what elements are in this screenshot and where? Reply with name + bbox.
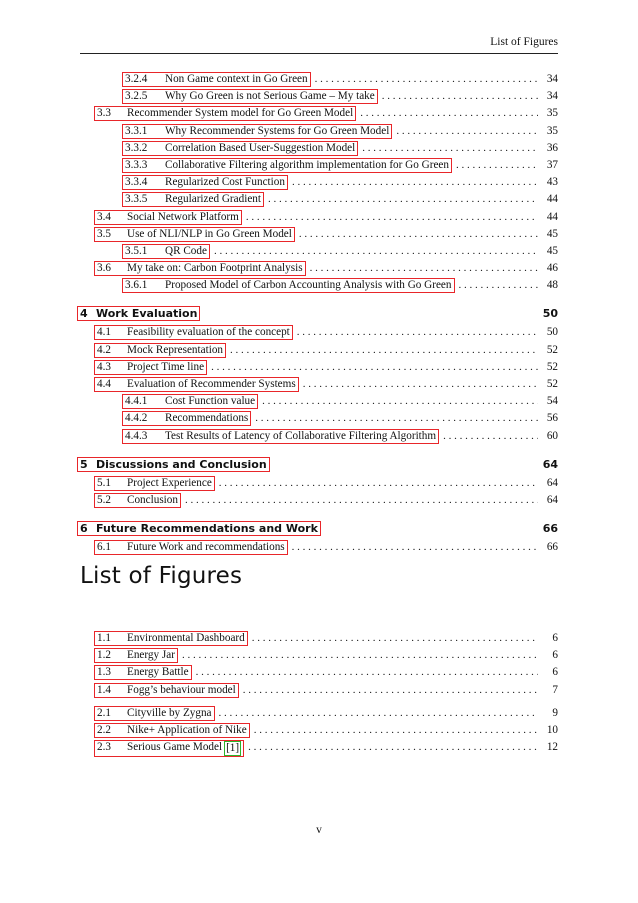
toc-entry-page: 52 [546,360,558,373]
toc-entry-link[interactable] [122,89,378,104]
toc-entry-title: Cost Function value [165,395,256,408]
toc-entry-number: 4 [80,307,88,321]
toc-dot-leader [443,430,538,442]
running-header [80,36,558,54]
toc-entry-number: 3.5 [97,227,111,240]
toc-entry-link[interactable] [94,476,215,491]
figure-entry-link[interactable] [94,648,178,663]
toc-entry-title: Future Work and recommendations [127,541,285,554]
toc-entry-row [80,278,558,295]
toc-entry-number: 4.2 [97,343,111,356]
figure-entry-page: 9 [552,706,558,719]
toc-entry-title: Recommendations [165,412,249,425]
toc-entry-page: 44 [546,210,558,223]
figure-entry-number: 1.2 [97,649,111,662]
figure-dot-leader [248,741,538,753]
figure-entry-title: Energy Jar [127,649,175,662]
toc-entry-row [80,227,558,244]
figure-entry-title: Serious Game Model [127,741,223,754]
figure-entry-title: Fogg’s behaviour model [127,683,236,696]
toc-chapter-row [80,457,558,476]
toc-entry-title: Work Evaluation [96,307,198,321]
toc-entry-number: 3.4 [97,210,111,223]
figure-entry-page: 12 [546,741,558,754]
figure-group [80,631,558,700]
toc-dot-leader [246,211,538,223]
running-title: List of Figures [490,36,558,48]
toc-entry-link[interactable] [77,457,270,472]
figure-entry-row [80,648,558,665]
toc-entry-page: 36 [546,141,558,154]
toc-dot-leader [230,344,538,356]
toc-entry-row [80,325,558,342]
figure-entry-page: 6 [552,666,558,679]
toc-entry-page: 35 [546,107,558,120]
toc-entry-link[interactable] [94,210,242,225]
toc-entry-row [80,244,558,261]
toc-entry-row [80,106,558,123]
toc-entry-title: QR Code [165,244,207,257]
toc-entry-number: 3.3.2 [125,141,148,154]
toc-entry-title: Mock Representation [127,343,224,356]
toc-chapter-row [80,306,558,325]
toc-entry-page: 56 [546,412,558,425]
toc-entry-number: 4.4.1 [125,395,148,408]
figure-entry-link[interactable] [94,706,215,721]
toc-entry-page: 50 [546,326,558,339]
toc-entry-link[interactable] [122,141,358,156]
toc-entry-number: 5.1 [97,476,111,489]
toc-entry-row [80,72,558,89]
toc-entry-number: 3.2.5 [125,90,148,103]
toc-dot-leader [292,541,538,553]
figure-dot-leader [219,707,538,719]
toc-dot-leader [185,494,538,506]
toc-entry-link[interactable] [94,227,295,242]
toc-entry-title: Feasibility evaluation of the concept [127,326,290,339]
toc-entry-row [80,540,558,557]
toc-entry-row [80,476,558,493]
toc-entry-link[interactable] [122,158,452,173]
toc-entry-row [80,360,558,377]
figure-entry-row [80,665,558,682]
figure-dot-leader [254,724,538,736]
toc-entry-page: 52 [546,343,558,356]
toc-entry-title: Social Network Platform [127,210,239,223]
toc-entry-page: 44 [546,193,558,206]
toc-entry-link[interactable] [94,360,207,375]
toc-entry-number: 3.6.1 [125,279,148,292]
figure-entry-link[interactable] [94,683,239,698]
figure-entry-number: 1.4 [97,683,111,696]
toc-entry-number: 3.6 [97,262,111,275]
toc-entry-title: Proposed Model of Carbon Accounting Analysis with Go Green [165,279,452,292]
toc-entry-number: 4.4 [97,378,111,390]
toc-entry-page: 66 [542,522,558,536]
list-of-figures-title: List of Figures [80,563,243,589]
figure-entry-number: 2.2 [97,723,111,736]
toc-dot-leader [255,412,538,424]
figure-entry-number: 1.3 [97,666,111,679]
figure-entry-page: 7 [552,683,558,696]
figure-dot-leader [252,632,538,644]
toc-entry-title: Project Experience [127,476,212,489]
figure-entry-row [80,631,558,648]
toc-entry-link[interactable] [122,429,439,444]
toc-entry-link[interactable] [122,278,455,293]
toc-entry-page: 64 [546,493,558,506]
toc-entry-link[interactable] [122,192,264,207]
toc-entry-link[interactable] [122,394,258,409]
toc-dot-leader [456,159,538,171]
toc-entry-title: Why Recommender Systems for Go Green Model [165,124,390,137]
toc-entry-title: Collaborative Filtering algorithm implementation for Go Green [165,158,449,171]
toc-entry-title: Project Time line [127,360,205,373]
toc-entry-row [80,210,558,227]
figure-entry-number: 2.1 [97,706,111,719]
figure-entry-row [80,723,558,740]
toc-entry-title: Test Results of Latency of Collaborative Filtering Algorithm [165,429,437,442]
toc-entry-page: 48 [546,279,558,292]
toc-entry-number: 5.2 [97,493,111,506]
toc-entry-number: 4.4.3 [125,429,148,442]
toc-dot-leader [297,326,538,338]
figure-dot-leader [243,684,538,696]
toc-entry-page: 50 [542,307,558,321]
toc-entry-number: 3.3.3 [125,158,148,171]
figure-entry-link[interactable] [94,723,250,738]
figure-entry-number: 2.3 [97,741,111,754]
toc-dot-leader [219,477,538,489]
toc-dot-leader [211,361,538,373]
toc-entry-link[interactable] [94,377,299,392]
figure-entry-title: Nike+ Application of Nike [127,723,247,736]
page-number: v [316,824,322,836]
figure-dot-leader [182,649,538,661]
toc-entry-row [80,175,558,192]
figure-entry-number: 1.1 [97,632,111,644]
table-of-contents [80,72,558,557]
toc-entry-row [80,377,558,394]
toc-entry-link[interactable] [94,325,293,340]
citation-link[interactable]: [1] [226,742,240,755]
toc-entry-link[interactable] [122,244,210,259]
toc-entry-link[interactable] [94,343,226,358]
toc-dot-leader [268,193,538,205]
toc-entry-title: Discussions and Conclusion [96,457,267,471]
toc-entry-title: Regularized Cost Function [165,176,285,189]
figure-entry-page: 10 [546,723,558,736]
toc-entry-number: 4.4.2 [125,412,148,425]
toc-dot-leader [299,228,538,240]
toc-entry-link[interactable] [94,106,356,121]
figure-entry-title: Cityville by Zygna [127,706,212,719]
figure-dot-leader [196,666,538,678]
toc-entry-page: 35 [546,124,558,137]
toc-entry-number: 3.5.1 [125,244,148,257]
toc-entry-link[interactable] [77,306,200,321]
toc-entry-number: 3.3 [97,107,111,120]
toc-entry-number: 3.3.5 [125,193,148,206]
toc-entry-title: Use of NLI/NLP in Go Green Model [127,227,292,240]
figure-entry-title: Energy Battle [127,666,189,679]
toc-entry-row [80,124,558,141]
toc-entry-row [80,394,558,411]
toc-entry-page: 45 [546,227,558,240]
toc-entry-link[interactable] [94,540,288,555]
toc-entry-page: 34 [546,73,558,85]
toc-entry-title: Recommender System model for Go Green Model [127,107,354,120]
toc-dot-leader [315,73,538,85]
toc-chapter-row [80,521,558,540]
toc-entry-number: 4.1 [97,326,111,339]
figure-entry-row [80,683,558,700]
toc-dot-leader [214,245,538,257]
toc-dot-leader [292,176,538,188]
toc-entry-row [80,411,558,428]
figure-entry-row [80,740,558,757]
toc-entry-link[interactable] [77,521,321,536]
toc-dot-leader [303,378,538,390]
toc-entry-row [80,261,558,278]
toc-entry-number: 6.1 [97,541,111,554]
toc-entry-number: 3.3.1 [125,124,148,137]
toc-dot-leader [362,142,538,154]
toc-entry-link[interactable] [122,72,311,87]
toc-entry-title: Regularized Gradient [165,193,261,206]
toc-entry-title: Conclusion [127,493,178,506]
figure-entry-title: Environmental Dashboard [127,632,245,644]
toc-entry-title: Future Recommendations and Work [96,522,318,536]
toc-entry-number: 5 [80,457,88,471]
toc-entry-number: 3.3.4 [125,176,148,189]
toc-entry-number: 3.2.4 [125,73,148,85]
toc-entry-page: 43 [546,176,558,189]
toc-entry-number: 6 [80,522,88,536]
figure-entry-page: 6 [552,632,558,644]
figure-entry-link[interactable] [94,665,192,680]
figure-group [80,706,558,758]
figure-entry-link[interactable] [94,740,244,757]
toc-entry-link[interactable] [94,261,306,276]
figure-entry-link[interactable] [94,631,248,646]
list-of-figures [80,631,558,757]
toc-entry-link[interactable] [122,175,288,190]
toc-entry-link[interactable] [122,124,392,139]
toc-dot-leader [310,262,538,274]
figure-entry-page: 6 [552,649,558,662]
figure-entry-row [80,706,558,723]
toc-entry-page: 45 [546,244,558,257]
toc-entry-link[interactable] [122,411,251,426]
toc-dot-leader [459,279,539,291]
toc-entry-page: 64 [542,457,558,471]
toc-entry-page: 66 [546,541,558,554]
toc-dot-leader [382,90,538,102]
toc-entry-title: Non Game context in Go Green [165,73,308,85]
toc-entry-row [80,89,558,106]
toc-entry-title: Evaluation of Recommender Systems [127,378,296,390]
toc-entry-title: Why Go Green is not Serious Game – My take [165,90,375,103]
toc-entry-row [80,158,558,175]
toc-entry-page: 60 [546,429,558,442]
toc-entry-row [80,192,558,209]
toc-entry-page: 64 [546,476,558,489]
toc-entry-page: 52 [546,378,558,390]
toc-entry-link[interactable] [94,493,181,508]
toc-entry-title: Correlation Based User-Suggestion Model [165,141,356,154]
toc-entry-row [80,141,558,158]
toc-entry-page: 46 [546,262,558,275]
toc-entry-page: 37 [546,158,558,171]
toc-entry-page: 54 [546,395,558,408]
toc-entry-row [80,343,558,360]
toc-dot-leader [262,395,538,407]
toc-entry-page: 34 [546,90,558,103]
toc-dot-leader [396,125,538,137]
toc-entry-number: 4.3 [97,360,111,373]
toc-dot-leader [360,107,538,119]
toc-entry-row [80,493,558,510]
toc-entry-title: My take on: Carbon Footprint Analysis [127,262,303,275]
toc-entry-row [80,429,558,446]
